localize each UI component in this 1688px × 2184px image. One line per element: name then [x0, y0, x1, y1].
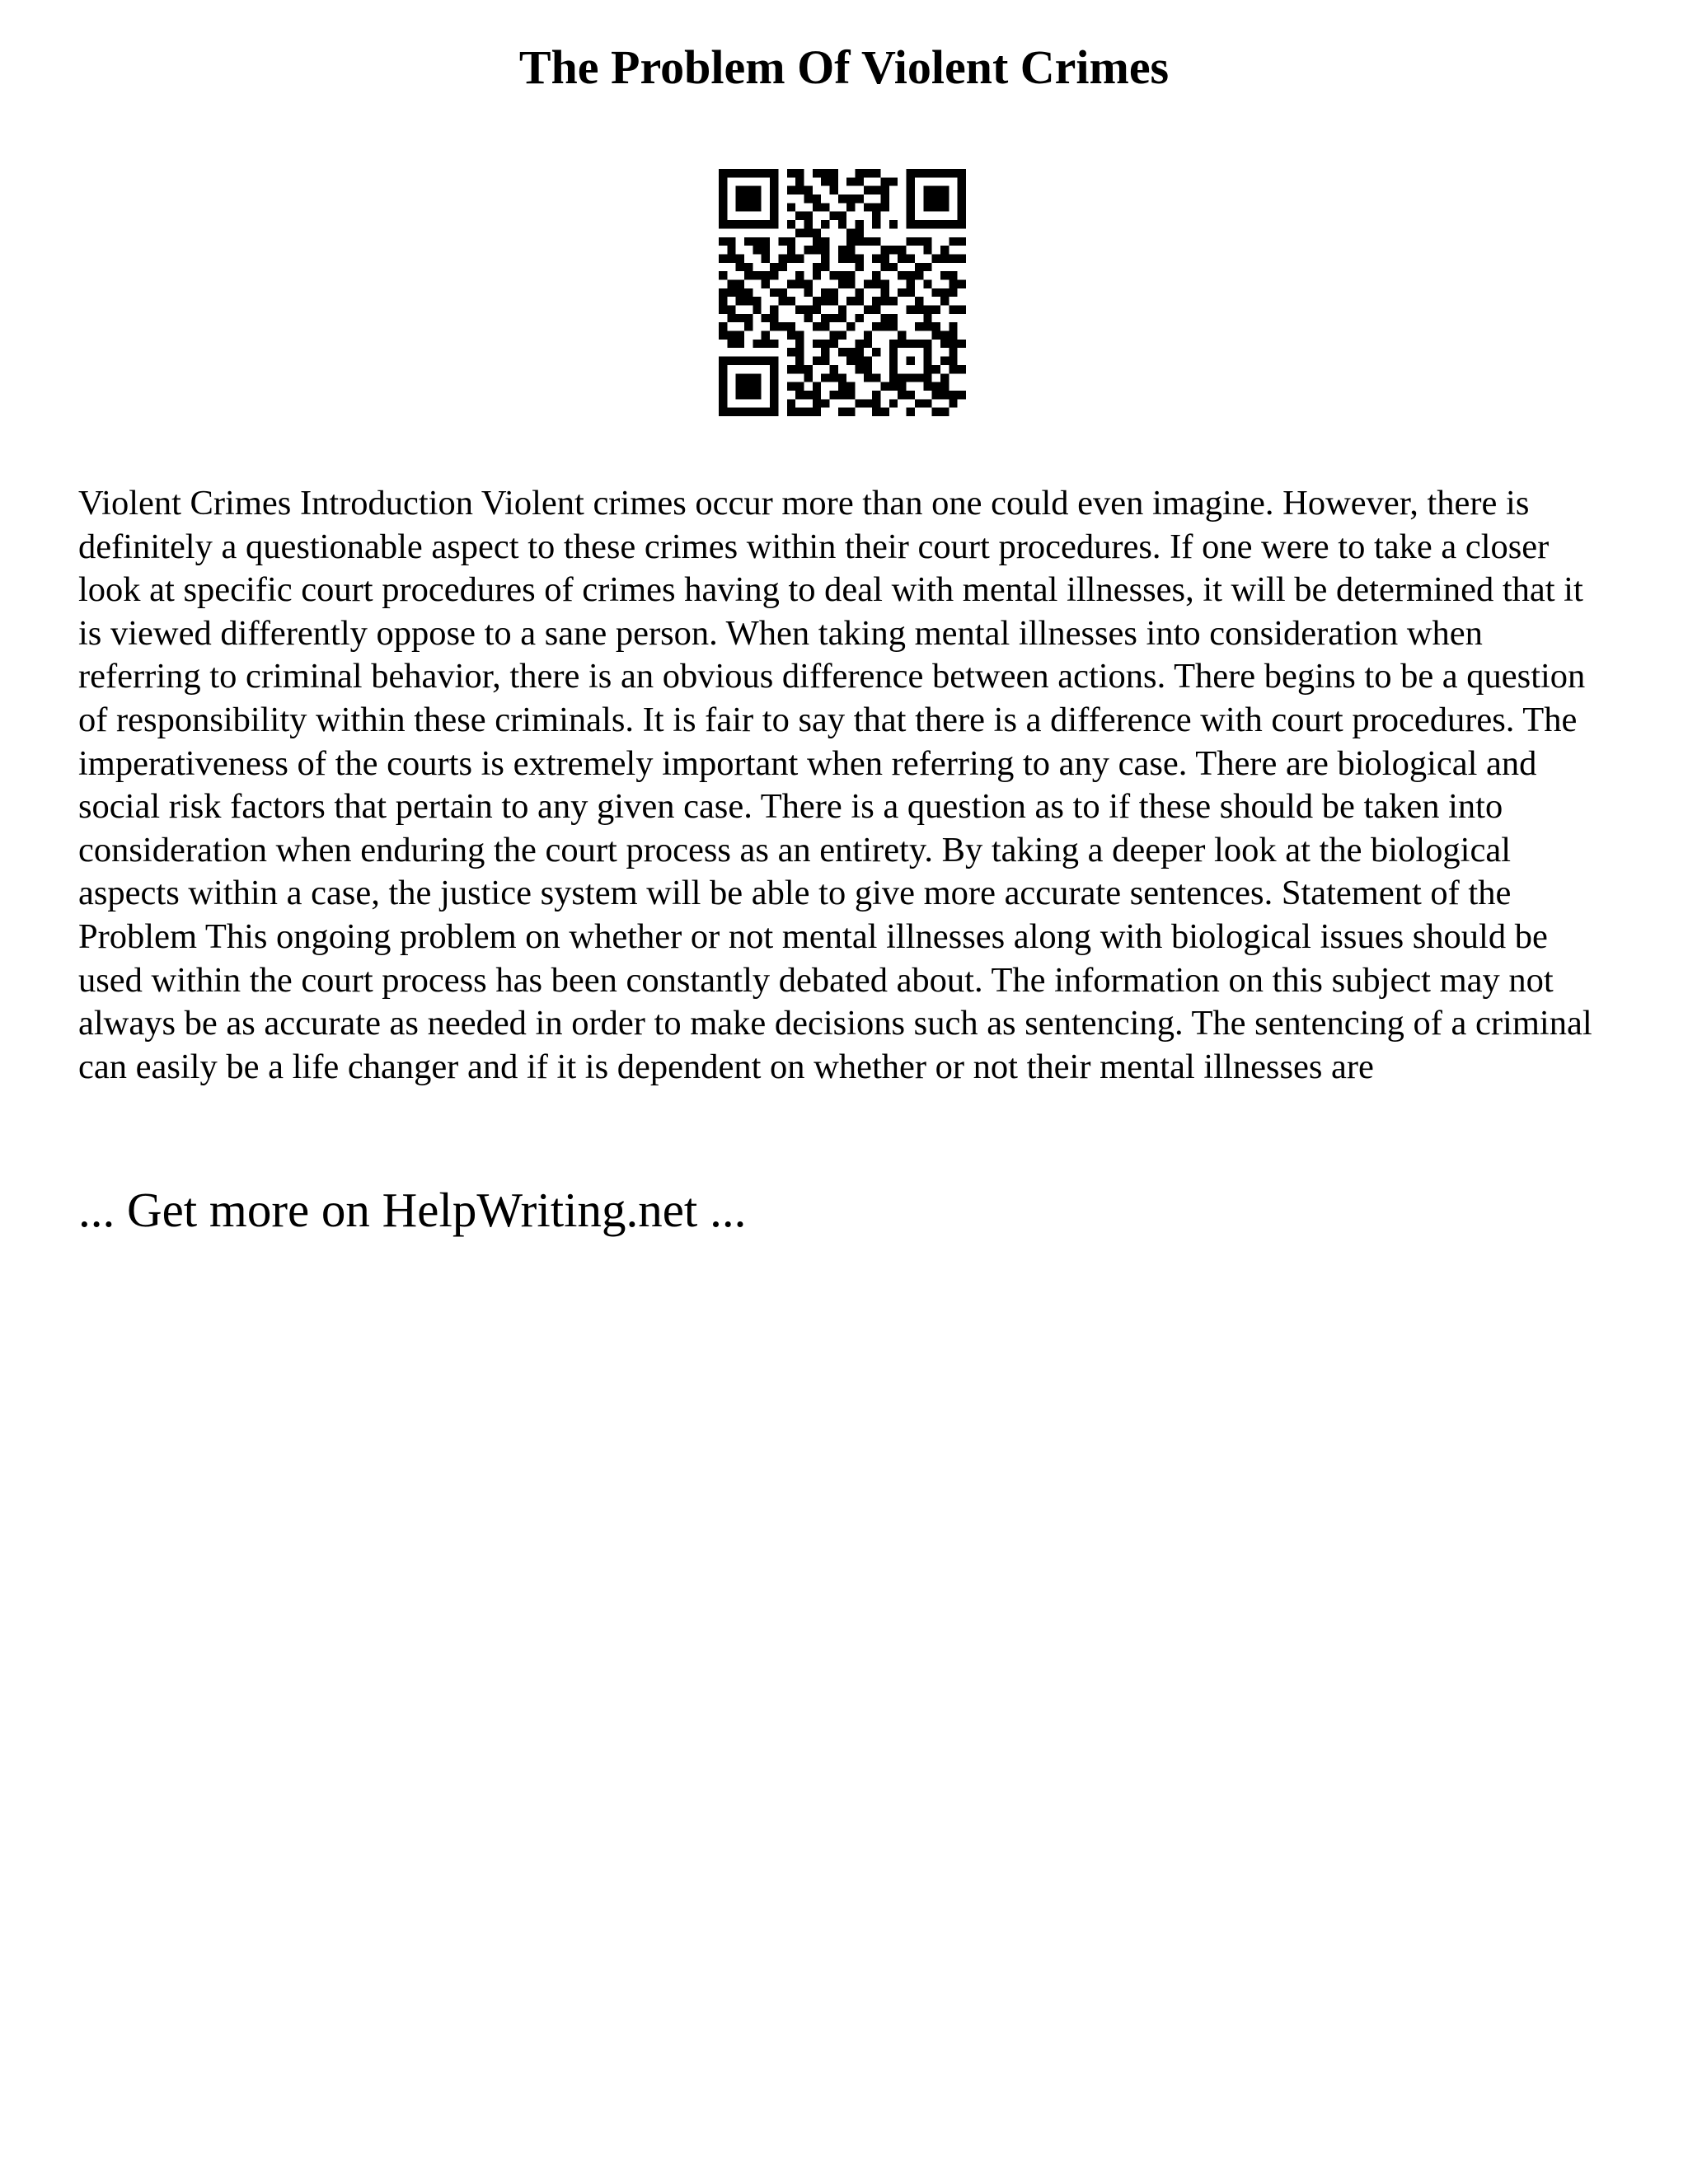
qr-code-icon[interactable]: [719, 169, 966, 416]
article-body: Violent Crimes Introduction Violent crimes occur more than one could even imagine. However, there is definitely a questionable aspect to these crimes within their court procedures. If one were to take a closer look at specific court procedures of crimes having to deal with mental illnesses, it will be determined that it is viewed differently oppose to a sane person. When taking mental illnesses into consideration when referring to criminal behavior, there is an obvious difference between actions. There begins to be a question of responsibility within these criminals. It is fair to say that there is a difference with court procedures. The imperativeness of the courts is extremely important when referring to any case. There are biological and social risk factors that pertain to any given case. There is a question as to if these should be taken into consideration when enduring the court process as an entirety. By taking a deeper look at the biological aspects within a case, the justice system will be able to give more accurate sentences. Statement of the Problem This ongoing problem on whether or not mental illnesses along with biological issues should be used within the court process has been constantly debated about. The information on this subject may not always be as accurate as needed in order to make decisions such as sentencing. The sentencing of a criminal can easily be a life changer and if it is dependent on whether or not their mental illnesses are: [78, 484, 1592, 1086]
get-more-link[interactable]: ... Get more on HelpWriting.net ...: [78, 1183, 747, 1237]
page-title: The Problem Of Violent Crimes: [518, 40, 1170, 94]
